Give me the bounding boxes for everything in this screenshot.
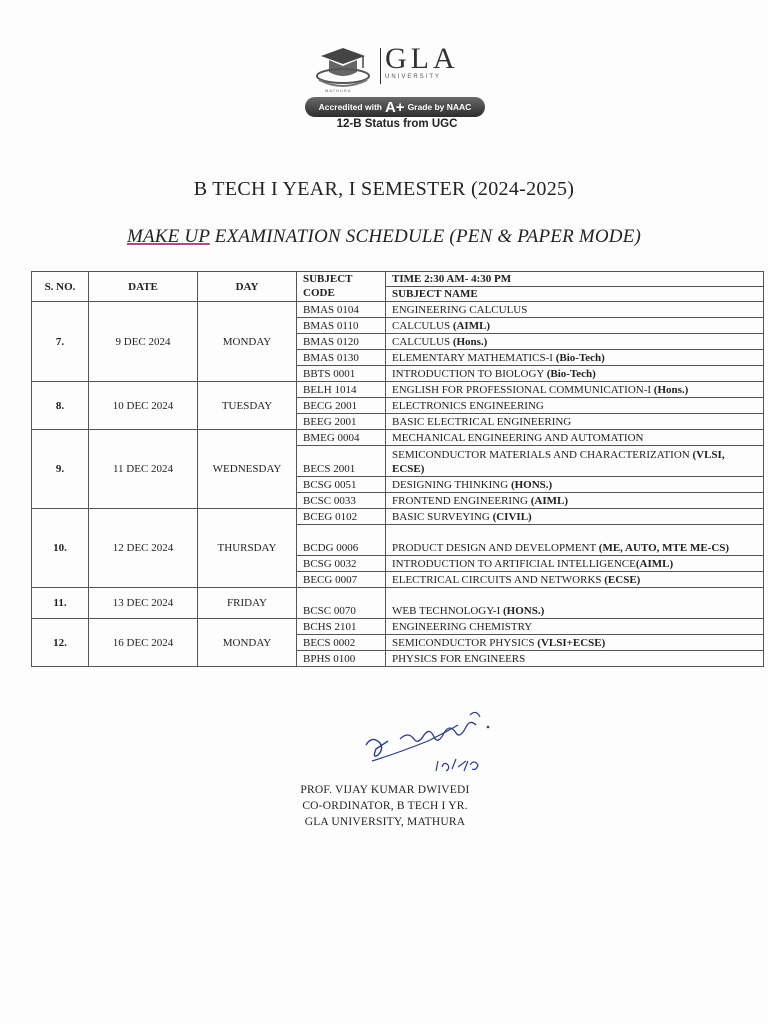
signatory-block: [230, 782, 540, 830]
logo-wordmark: GLA: [385, 42, 459, 75]
naac-accreditation-badge: [305, 97, 485, 117]
subject-code-cell: BCSC 0070: [297, 588, 386, 619]
day-cell: WEDNESDAY: [198, 430, 297, 509]
subject-tag: (Hons.): [653, 384, 689, 396]
subject-tag: (VLSI+ECSE): [537, 637, 606, 649]
date-cell: 16 DEC 2024: [89, 619, 198, 667]
subject-code-cell: BECG 0007: [297, 572, 386, 588]
subject-tag: (HONS.): [510, 479, 553, 491]
subject-name-cell: [386, 588, 764, 619]
subject-name: ENGINEERING CHEMISTRY: [392, 621, 533, 633]
sno-cell: 12.: [32, 619, 89, 667]
subject-name: FRONTEND ENGINEERING: [392, 495, 531, 507]
subject-code-cell: BMEG 0004: [297, 430, 386, 446]
subject-tag: (AIML): [635, 558, 674, 570]
logo-divider: [380, 48, 381, 84]
sno-cell: 10.: [32, 509, 89, 588]
subject-name: ENGLISH FOR PROFESSIONAL COMMUNICATION-I: [392, 384, 654, 396]
day-cell: MONDAY: [198, 302, 297, 382]
subject-name: ELECTRICAL CIRCUITS AND NETWORKS: [392, 574, 605, 586]
header-time: TIME 2:30 AM- 4:30 PM: [386, 272, 764, 287]
subject-name-cell: [386, 398, 764, 414]
table-row: [32, 430, 764, 446]
sno-cell: 8.: [32, 382, 89, 430]
date-cell: 9 DEC 2024: [89, 302, 198, 382]
subject-tag: (AIML): [452, 320, 491, 332]
subject-name: BASIC ELECTRICAL ENGINEERING: [392, 416, 572, 428]
subject-name: ENGINEERING CALCULUS: [392, 304, 528, 316]
sno-cell: 7.: [32, 302, 89, 382]
subject-code-cell: BMAS 0120: [297, 334, 386, 350]
subject-code-cell: BBTS 0001: [297, 366, 386, 382]
subject-code-cell: BCHS 2101: [297, 619, 386, 635]
subject-tag: (HONS.): [503, 605, 545, 617]
header-subject-code: [297, 272, 386, 302]
subject-name-cell: [386, 556, 764, 572]
subject-tag: (ME, AUTO, MTE ME-CS): [598, 542, 730, 554]
subject-name: SEMICONDUCTOR PHYSICS: [392, 637, 538, 649]
subject-name: WEB TECHNOLOGY-I: [392, 605, 504, 617]
handwritten-signature: [358, 705, 508, 785]
subject-name: ELEMENTARY MATHEMATICS-I: [392, 352, 556, 364]
subject-code-cell: BMAS 0110: [297, 318, 386, 334]
subject-name-cell: [386, 414, 764, 430]
header-date: DATE: [89, 272, 198, 302]
header-sno: S. NO.: [32, 272, 89, 302]
date-cell: 10 DEC 2024: [89, 382, 198, 430]
subject-name-cell: [386, 572, 764, 588]
subject-name-cell: [386, 493, 764, 509]
subject-code-cell: BELH 1014: [297, 382, 386, 398]
naac-grade: A+: [384, 98, 405, 116]
subject-name-cell: [386, 509, 764, 525]
subject-name-cell: [386, 651, 764, 667]
subject-tag: (ECSE): [604, 574, 641, 586]
day-cell: FRIDAY: [198, 588, 297, 619]
table-body: [32, 302, 764, 667]
subject-name-cell: [386, 302, 764, 318]
subject-tag: (Bio-Tech): [555, 352, 605, 364]
subject-name-cell: [386, 525, 764, 556]
header-code-line2: CODE: [303, 287, 335, 299]
subtitle-rest: EXAMINATION SCHEDULE (PEN & PAPER MODE): [209, 226, 642, 247]
subject-code-cell: BECS 0002: [297, 635, 386, 651]
subject-code-cell: BPHS 0100: [297, 651, 386, 667]
table-row: [32, 382, 764, 398]
subject-name-cell: [386, 477, 764, 493]
exam-schedule-table: [31, 271, 764, 667]
subject-name-cell: [386, 382, 764, 398]
subject-name-cell: [386, 334, 764, 350]
subject-name: SEMICONDUCTOR MATERIALS AND CHARACTERIZATION: [392, 449, 693, 461]
table-header-row: [32, 272, 764, 287]
subject-name: CALCULUS: [392, 336, 453, 348]
subject-code-cell: BCSC 0033: [297, 493, 386, 509]
subject-name: PHYSICS FOR ENGINEERS: [392, 653, 526, 665]
subtitle-underlined: MAKE UP: [126, 226, 210, 247]
subject-tag: (VLSI, ECSE): [392, 449, 725, 475]
day-cell: MONDAY: [198, 619, 297, 667]
subject-tag: (AIML): [530, 495, 568, 507]
subject-name: CALCULUS: [392, 320, 453, 332]
sno-cell: 9.: [32, 430, 89, 509]
date-cell: 12 DEC 2024: [89, 509, 198, 588]
subject-code-cell: BEEG 2001: [297, 414, 386, 430]
subject-code-cell: BCSG 0051: [297, 477, 386, 493]
subject-code-cell: BMAS 0104: [297, 302, 386, 318]
subject-code-cell: BECS 2001: [297, 446, 386, 477]
signatory-name: PROF. VIJAY KUMAR DWIVEDI: [300, 784, 470, 796]
signatory-institution: GLA UNIVERSITY, MATHURA: [304, 816, 466, 828]
subject-tag: (CIVIL): [492, 511, 532, 523]
subject-name-cell: [386, 446, 764, 477]
subject-name: BASIC SURVEYING: [392, 511, 493, 523]
day-cell: TUESDAY: [198, 382, 297, 430]
university-logo: [305, 40, 485, 135]
header-subject-name: SUBJECT NAME: [386, 287, 764, 302]
header-day: DAY: [198, 272, 297, 302]
subject-name: ELECTRONICS ENGINEERING: [392, 400, 544, 412]
subject-name: MECHANICAL ENGINEERING AND AUTOMATION: [392, 432, 644, 444]
document-subtitle: [0, 226, 768, 248]
subject-name-cell: [386, 350, 764, 366]
subject-tag: (Bio-Tech): [546, 368, 596, 380]
crest-emblem-icon: [313, 46, 373, 90]
subject-name: INTRODUCTION TO BIOLOGY: [392, 368, 547, 380]
signatory-designation: CO-ORDINATOR, B TECH I YR.: [302, 800, 468, 812]
logo-subtitle: UNIVERSITY: [385, 74, 442, 80]
subject-name-cell: [386, 366, 764, 382]
table-row: [32, 619, 764, 635]
subject-code-cell: BCEG 0102: [297, 509, 386, 525]
naac-prefix: Accredited with: [318, 102, 382, 112]
date-cell: 11 DEC 2024: [89, 430, 198, 509]
subject-name: INTRODUCTION TO ARTIFICIAL INTELLIGENCE: [392, 558, 636, 570]
subject-name-cell: [386, 635, 764, 651]
day-cell: THURSDAY: [198, 509, 297, 588]
sno-cell: 11.: [32, 588, 89, 619]
subject-name: DESIGNING THINKING: [392, 479, 511, 491]
subject-name: PRODUCT DESIGN AND DEVELOPMENT: [392, 542, 599, 554]
table-row: [32, 509, 764, 525]
logo-motto: MATHURA: [325, 88, 352, 93]
subject-name-cell: [386, 318, 764, 334]
subject-name-cell: [386, 430, 764, 446]
naac-suffix: Grade by NAAC: [407, 102, 472, 112]
subject-code-cell: BECG 2001: [297, 398, 386, 414]
subject-code-cell: BMAS 0130: [297, 350, 386, 366]
subject-tag: (Hons.): [452, 336, 488, 348]
ugc-status: 12-B Status from UGC: [336, 118, 458, 130]
table-row: [32, 302, 764, 318]
table-row: [32, 588, 764, 619]
subject-name-cell: [386, 619, 764, 635]
date-cell: 13 DEC 2024: [89, 588, 198, 619]
subject-code-cell: BCDG 0006: [297, 525, 386, 556]
subject-code-cell: BCSG 0032: [297, 556, 386, 572]
header-code-line1: SUBJECT: [303, 273, 353, 285]
document-title: B TECH I YEAR, I SEMESTER (2024-2025): [193, 178, 575, 200]
